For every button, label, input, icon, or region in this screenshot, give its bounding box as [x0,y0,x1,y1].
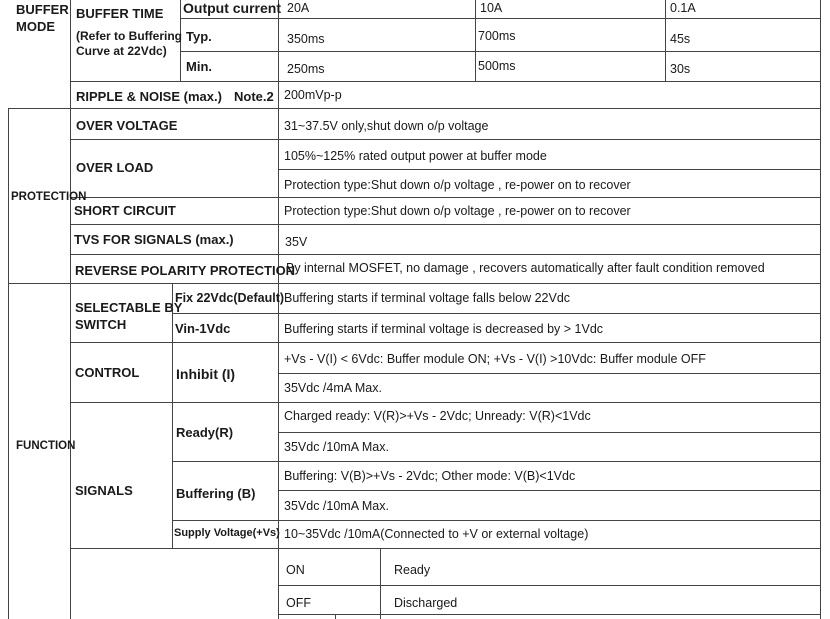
ripple-note: Note.2 [234,89,274,104]
control-value: +Vs - V(I) < 6Vdc: Buffer module ON; +Vs - V(I) >10Vdc: Buffer module OFF [284,352,706,366]
vin-value: Buffering starts if terminal voltage is decreased by > 1Vdc [284,322,604,336]
buffer-time-note-line2: Curve at 22Vdc) [76,44,167,58]
vline [380,548,381,619]
selectable-label-line1: SELECTABLE BY [75,300,183,315]
signals-label: SIGNALS [75,483,133,498]
section-buffer-mode-line1: BUFFER [16,2,69,17]
current-value: 20A [287,1,310,15]
hline [172,461,820,462]
current-value: 0.1A [670,1,696,15]
output-current-label: Output current [183,0,281,16]
control-value: 35Vdc /4mA Max. [284,381,382,395]
over-load-value: 105%~125% rated output power at buffer mode [284,149,547,163]
fix-22vdc-value: Buffering starts if terminal voltage falls below 22Vdc [284,291,571,305]
buffering-label: Buffering (B) [176,486,256,501]
min-label: Min. [186,59,212,74]
over-load-label: OVER LOAD [76,160,154,175]
control-label: CONTROL [75,365,140,380]
hline [70,548,820,549]
led-state: OFF [286,596,311,610]
vline [8,108,9,619]
inhibit-label: Inhibit (I) [176,366,236,382]
section-protection: PROTECTION [11,191,87,203]
hline [180,51,820,52]
hline [172,520,820,521]
tvs-value: 35V [285,235,308,249]
ready-label: Ready(R) [176,425,234,440]
typ-label: Typ. [186,29,212,44]
buffer-time-label: BUFFER TIME [76,6,164,21]
buffer-time-note-line1: (Refer to Buffering [76,29,182,43]
vline [475,0,476,81]
hline [278,490,820,491]
over-voltage-value: 31~37.5V only,shut down o/p voltage [284,119,489,133]
reverse-polarity-value: By internal MOSFET, no damage , recovers automatically after fault condition removed [286,261,765,275]
vline [172,283,173,548]
vin-label: Vin-1Vdc [175,321,231,336]
ready-value: Charged ready: V(R)>+Vs - 2Vdc; Unready: V(R)<1Vdc [284,409,591,423]
buffering-value: Buffering: V(B)>+Vs - 2Vdc; Other mode: V(B)<1Vdc [284,469,576,483]
hline [278,432,820,433]
hline [278,373,820,374]
over-voltage-label: OVER VOLTAGE [76,118,178,133]
min-value: 30s [670,62,691,76]
supply-voltage-label: Supply Voltage(+Vs) [174,527,280,539]
hline [8,108,820,109]
hline [70,197,820,198]
hline [70,81,820,82]
supply-voltage-value: 10~35Vdc /10mA(Connected to +V or external voltage) [284,527,589,541]
vline [820,0,821,619]
vline [665,0,666,81]
typ-value: 700ms [478,29,516,43]
led-state: ON [286,563,305,577]
vline [70,0,71,619]
hline [172,313,820,314]
selectable-label-line2: SWITCH [75,317,127,332]
hline [180,18,820,19]
ripple-value: 200mVp-p [284,88,342,102]
min-value: 500ms [478,59,516,73]
min-value: 250ms [287,62,325,76]
short-circuit-value: Protection type:Shut down o/p voltage , re-power on to recover [284,204,631,218]
hline [278,614,820,615]
typ-value: 350ms [287,32,325,46]
ready-value: 35Vdc /10mA Max. [284,440,389,454]
over-load-value: Protection type:Shut down o/p voltage , re-power on to recover [284,178,631,192]
hline [278,585,820,586]
current-value: 10A [480,1,503,15]
short-circuit-label: SHORT CIRCUIT [74,203,176,218]
typ-value: 45s [670,32,691,46]
led-meaning: Discharged [394,596,458,610]
hline [8,283,820,284]
hline [70,402,820,403]
hline [70,139,820,140]
hline [278,169,820,170]
hline [70,254,820,255]
section-function: FUNCTION [16,440,76,452]
led-meaning: Ready [394,563,431,577]
hline [70,224,820,225]
reverse-polarity-label: REVERSE POLARITY PROTECTION [75,263,296,278]
vline [335,614,336,619]
buffering-value: 35Vdc /10mA Max. [284,499,389,513]
hline [70,342,820,343]
section-buffer-mode-line2: MODE [16,19,55,34]
ripple-label: RIPPLE & NOISE (max.) [76,89,222,104]
tvs-label: TVS FOR SIGNALS (max.) [74,232,234,247]
fix-22vdc-label: Fix 22Vdc(Default) [175,291,285,305]
